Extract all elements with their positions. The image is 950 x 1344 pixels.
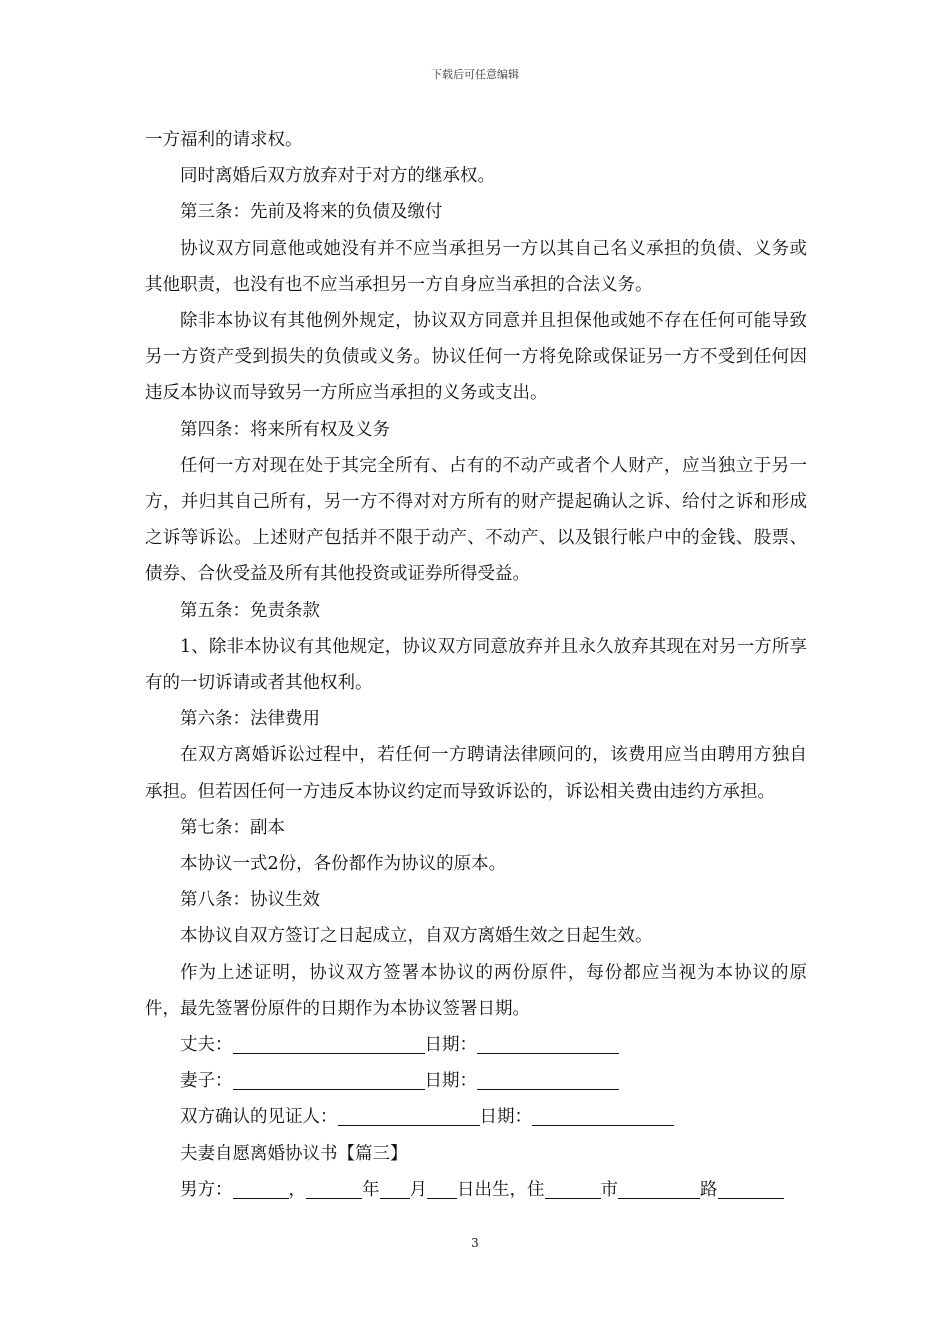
male-month-label: 月 [409,1179,427,1200]
paragraph: 1、除非本协议有其他规定，协议双方同意放弃并且永久放弃其现在对另一方所享有的一切诉请或者其他权利。 [145,636,807,694]
paragraph: 第六条：法律费用 [180,709,320,730]
witness-date-label: 日期： [479,1107,532,1128]
paragraph: 第三条：先前及将来的负债及缴付 [180,202,443,223]
paragraph: 任何一方对现在处于其完全所有、占有的不动产或者个人财产，应当独立于另一方，并归其自己所有，另一方不得对对方所有的财产提起确认之诉、给付之诉和形成之诉等诉讼。上述财产包括并不限于动产、不动产、以及银行帐户中的金钱、股票、债券、合伙受益及所有其他投资或证券所得受益。 [145,455,807,585]
paragraph: 第五条：免责条款 [180,600,320,621]
witness-label: 双方确认的见证人： [180,1107,338,1128]
paragraph: 第八条：协议生效 [180,890,320,911]
paragraph: 在双方离婚诉讼过程中，若任何一方聘请法律顾问的，该费用应当由聘用方独自承担。但若因任何一方违反本协议约定而导致诉讼的，诉讼相关费由违约方承担。 [145,745,807,802]
paragraph-list [145,122,807,1027]
wife-date-label: 日期： [424,1071,477,1092]
male-comma: ， [288,1179,306,1200]
husband-signature-blank[interactable] [233,1036,425,1055]
male-road-label: 路 [700,1179,718,1200]
male-party-line [145,1172,807,1208]
husband-label: 丈夫： [180,1035,233,1056]
male-city-blank[interactable] [545,1180,601,1199]
page-number: 3 [471,1236,479,1250]
witness-signature-line [145,1099,807,1135]
husband-date-label: 日期： [424,1035,477,1056]
wife-date-blank[interactable] [477,1072,619,1091]
wife-label: 妻子： [180,1071,233,1092]
wife-signature-line [145,1063,807,1099]
wife-signature-blank[interactable] [233,1072,425,1091]
paragraph: 本协议一式2份，各份都作为协议的原本。 [180,854,507,875]
male-city-label: 市 [600,1179,618,1200]
male-month-blank[interactable] [380,1180,410,1199]
male-address-blank[interactable] [718,1180,784,1199]
witness-signature-blank[interactable] [338,1108,480,1127]
paragraph: 协议双方同意他或她没有并不应当承担另一方以其自己名义承担的负债、义务或其他职责，也没有也不应当承担另一方自身应当承担的合法义务。 [145,238,807,295]
male-born-label: 日出生，住 [457,1179,545,1200]
male-day-blank[interactable] [427,1180,457,1199]
witness-date-blank[interactable] [532,1108,674,1127]
paragraph: 作为上述证明，协议双方签署本协议的两份原件，每份都应当视为本协议的原件，最先签署份原件的日期作为本协议签署日期。 [145,962,807,1019]
male-ethnicity-blank[interactable] [306,1180,362,1199]
paragraph: 第七条：副本 [180,817,285,838]
document-body [145,122,807,1208]
page-header: 下载后可任意编辑 [431,68,519,81]
paragraph: 一方福利的请求权。 [145,130,303,150]
male-year-label: 年 [362,1179,380,1200]
paragraph: 同时离婚后双方放弃对于对方的继承权。 [180,166,495,187]
paragraph: 本协议自双方签订之日起成立，自双方离婚生效之日起生效。 [180,926,653,947]
male-name-blank[interactable] [233,1180,289,1199]
paragraph: 除非本协议有其他例外规定，协议双方同意并且担保他或她不存在任何可能导致另一方资产受到损失的负债或义务。协议任何一方将免除或保证另一方不受到任何因违反本协议而导致另一方所应当承担的义务或支出。 [145,311,807,404]
male-label: 男方： [180,1179,233,1200]
male-road-blank[interactable] [618,1180,700,1199]
section-title: 夫妻自愿离婚协议书【篇三】 [180,1143,408,1164]
husband-date-blank[interactable] [477,1036,619,1055]
paragraph: 第四条：将来所有权及义务 [180,419,390,440]
husband-signature-line [145,1027,807,1063]
